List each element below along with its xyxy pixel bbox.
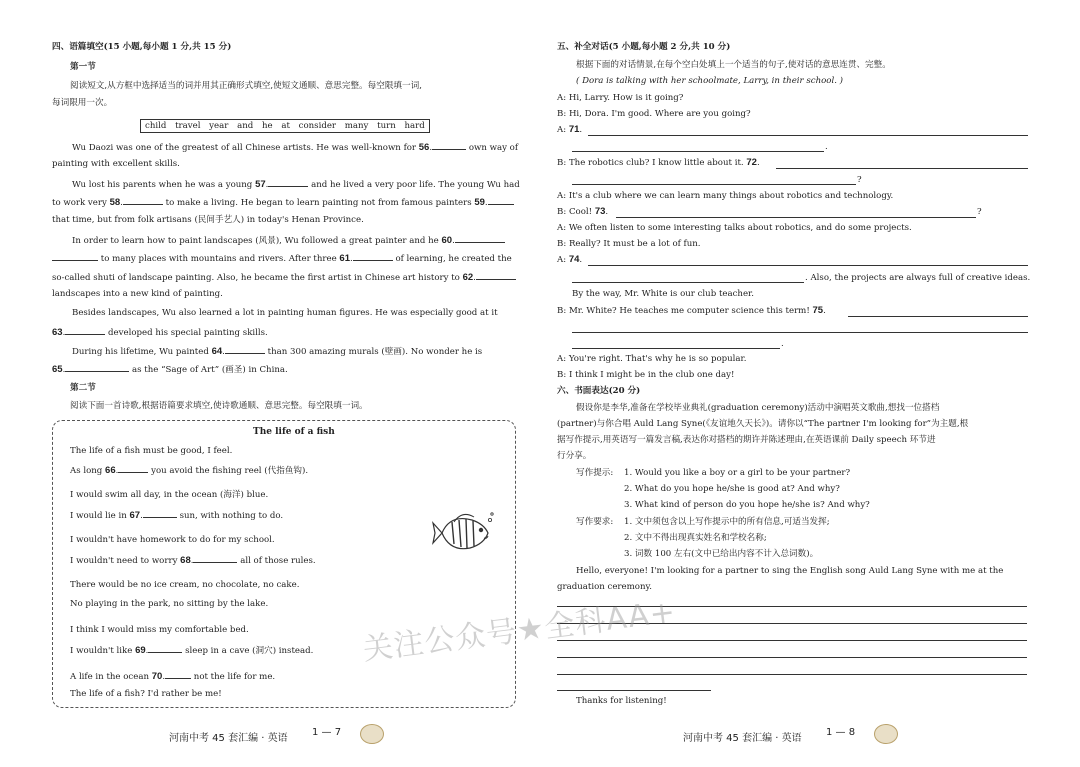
question-65: 65 xyxy=(52,364,63,375)
answer-blank-66[interactable] xyxy=(118,463,148,473)
part2-instruction: 阅读下面一首诗歌,根据语篇要求填空,使诗歌通顺、意思完整。每空限填一词。 xyxy=(70,401,368,411)
answer-blank-64[interactable] xyxy=(225,344,265,354)
footer-title: 河南中考 45 套汇编 · 英语 xyxy=(683,733,802,744)
question-67: 67 xyxy=(129,510,141,521)
question-60: 60 xyxy=(441,235,453,246)
dialogue-line: A: 71. xyxy=(557,124,583,135)
answer-blank-69[interactable] xyxy=(148,643,182,653)
word-box: child travel year and he at consider many turn hard xyxy=(140,119,430,133)
section6-title: 六、书面表达(20 分) xyxy=(557,386,641,396)
question-59: 59 xyxy=(474,197,485,208)
question-68: 68 xyxy=(180,555,191,566)
question-70: 70 xyxy=(151,671,163,682)
dialogue-line: . Also, the projects are always full of creative ideas. xyxy=(805,273,1031,283)
dialogue-line: B: Really? It must be a lot of fun. xyxy=(557,239,701,249)
tip-item: 1. Would you like a boy or a girl to be your partner? xyxy=(624,468,851,478)
punctuation: ? xyxy=(977,207,982,217)
dialogue-line: B: Mr. White? He teaches me computer science this term! 75. xyxy=(557,305,826,316)
dialogue-line: A: Hi, Larry. How is it going? xyxy=(557,93,684,103)
requirement-item: 3. 词数 100 左右(文中已给出内容不计入总词数)。 xyxy=(624,549,819,559)
text-line: Besides landscapes, Wu also learned a lot in painting human figures. He was especially good at it xyxy=(72,308,498,318)
essay-opening: graduation ceremony. xyxy=(557,582,652,592)
answer-blank-71[interactable] xyxy=(588,135,1028,136)
text-line: During his lifetime, Wu painted 64. than 300 amazing murals (壁画). No wonder he is xyxy=(72,346,483,357)
question-56: 56 xyxy=(418,142,430,153)
tips-label: 写作提示: xyxy=(576,468,614,478)
answer-blank-56[interactable] xyxy=(432,140,466,150)
answer-blank-57[interactable] xyxy=(268,177,308,187)
answer-blank-72[interactable] xyxy=(776,168,1028,169)
poem-line: There would be no ice cream, no chocolate, no cake. xyxy=(70,580,300,590)
answer-blank-73[interactable] xyxy=(616,217,976,218)
poem-title: The life of a fish xyxy=(253,427,335,437)
dialogue-line: A: It's a club where we can learn many things about robotics and technology. xyxy=(557,191,894,201)
poem-line: A life in the ocean 70. not the life for me. xyxy=(70,671,276,682)
requirement-item: 1. 文中须包含以上写作提示中的所有信息,可适当发挥; xyxy=(624,517,830,527)
question-64: 64 xyxy=(211,346,223,357)
poem-line: I wouldn't need to worry 68. all of those rules. xyxy=(70,555,316,566)
tip-item: 3. What kind of person do you hope he/she is? And why? xyxy=(624,500,870,510)
text-line: that time, but from folk artisans (民间手艺人) in today's Henan Province. xyxy=(52,215,364,225)
section5-context: ( Dora is talking with her schoolmate, Larry, in their school. ) xyxy=(576,76,844,86)
text-line: 63. developed his special painting skills. xyxy=(52,327,268,338)
answer-blank-68[interactable] xyxy=(193,553,237,563)
section6-prompt: (partner)与你合唱 Auld Lang Syne(《友谊地久天长》)。请你以“The partner I'm looking for”为主题,根 xyxy=(557,419,969,429)
dialogue-line: B: Hi, Dora. I'm good. Where are you going? xyxy=(557,109,751,119)
section5-instruction: 根据下面的对话情景,在每个空白处填上一个适当的句子,使对话的意思连贯、完整。 xyxy=(576,60,891,70)
writing-line[interactable] xyxy=(557,657,1027,658)
tip-item: 2. What do you hope he/she is good at? And why? xyxy=(624,484,840,494)
answer-blank-71-cont[interactable] xyxy=(572,151,824,152)
section6-prompt: 假设你是李华,准备在学校毕业典礼(graduation ceremony)活动中演唱英文歌曲,想找一位搭档 xyxy=(576,403,940,413)
answer-blank-67[interactable] xyxy=(143,508,177,518)
poem-line: The life of a fish must be good, I feel. xyxy=(70,446,233,456)
writing-line[interactable] xyxy=(557,674,1027,675)
text-line: Wu lost his parents when he was a young 57. and he lived a very poor life. The young Wu had xyxy=(72,179,520,190)
answer-blank-60[interactable] xyxy=(455,233,505,243)
answer-blank-61[interactable] xyxy=(353,251,393,261)
section5-title: 五、补全对话(5 小题,每小题 2 分,共 10 分) xyxy=(557,42,731,52)
punctuation: ? xyxy=(857,175,862,185)
poem-line: I wouldn't have homework to do for my school. xyxy=(70,535,275,545)
poem-line: I would lie in 67. sun, with nothing to do. xyxy=(70,510,284,521)
question-66: 66 xyxy=(105,465,116,476)
section4-title: 四、语篇填空(15 小题,每小题 1 分,共 15 分) xyxy=(52,42,232,52)
answer-blank-74-cont[interactable] xyxy=(572,282,804,283)
text-line: so-called shuti of landscape painting. Also, he became the first artist in Chinese art history to 62. xyxy=(52,270,516,284)
text-line: Wu Daozi was one of the greatest of all Chinese artists. He was well-known for 56. own way of xyxy=(72,142,519,153)
question-63: 63 xyxy=(52,327,63,338)
question-61: 61 xyxy=(339,253,350,264)
question-57: 57 xyxy=(255,179,266,190)
essay-opening: Hello, everyone! I'm looking for a partner to sing the English song Auld Lang Syne with me at the xyxy=(576,566,1004,576)
question-74: 74 xyxy=(568,254,580,265)
section6-prompt: 据写作提示,用英语写一篇发言稿,表达你对搭档的期许并陈述理由,在英语课前 Daily speech 环节进 xyxy=(557,435,936,445)
part2-title: 第二节 xyxy=(70,383,96,393)
dialogue-line: B: The robotics club? I know little about it. 72. xyxy=(557,157,760,168)
dialogue-line: A: 74. xyxy=(557,254,583,265)
question-73: 73 xyxy=(594,206,606,217)
text-line: landscapes into a new kind of painting. xyxy=(52,289,223,299)
text-line: painting with excellent skills. xyxy=(52,159,180,169)
answer-blank-65[interactable] xyxy=(65,362,129,372)
requirements-label: 写作要求: xyxy=(576,517,614,527)
text-line: 65. as the “Sage of Art” (画圣) in China. xyxy=(52,364,288,375)
punctuation: . xyxy=(781,339,784,349)
answer-blank-70[interactable] xyxy=(165,669,191,679)
answer-blank-58[interactable] xyxy=(123,195,163,205)
part1-instruction: 阅读短文,从方框中选择适当的词并用其正确形式填空,使短文通顺、意思完整。每空限填一词, xyxy=(70,81,422,91)
poem-line: The life of a fish? I'd rather be me! xyxy=(70,689,222,699)
dialogue-line: By the way, Mr. White is our club teacher. xyxy=(572,289,754,299)
poem-line: I wouldn't like 69. sleep in a cave (洞穴) instead. xyxy=(70,645,314,656)
section6-prompt: 行分享。 xyxy=(557,451,592,461)
question-71: 71 xyxy=(568,124,580,135)
poem-line: I would swim all day, in the ocean (海洋) blue. xyxy=(70,490,269,500)
answer-blank-63[interactable] xyxy=(65,325,105,335)
essay-closing: Thanks for listening! xyxy=(576,696,667,706)
part1-title: 第一节 xyxy=(70,62,96,72)
poem-line: No playing in the park, no sitting by the lake. xyxy=(70,599,269,609)
answer-blank-75-cont2[interactable] xyxy=(572,348,780,349)
text-line: In order to learn how to paint landscapes (风景), Wu followed a great painter and he 60. xyxy=(72,233,505,247)
logo-badge-icon xyxy=(360,724,384,744)
answer-blank-75[interactable] xyxy=(848,316,1028,317)
answer-blank-74[interactable] xyxy=(588,265,1028,266)
writing-line[interactable] xyxy=(557,690,711,691)
question-69: 69 xyxy=(135,645,146,656)
watermark: 关注公众号★全科AA+ xyxy=(360,594,678,668)
question-62: 62 xyxy=(462,272,474,283)
answer-blank-72-cont[interactable] xyxy=(572,184,856,185)
writing-line[interactable] xyxy=(557,640,1027,641)
answer-blank-60-cont[interactable] xyxy=(52,251,98,261)
answer-blank-62[interactable] xyxy=(476,270,516,280)
answer-blank-59[interactable] xyxy=(488,195,514,205)
punctuation: . xyxy=(825,142,828,152)
poem-line: As long 66. you avoid the fishing reel (代指鱼钩). xyxy=(70,465,309,476)
dialogue-line: B: I think I might be in the club one day! xyxy=(557,370,735,380)
text-line: to work very 58. to make a living. He began to learn painting not from famous painters 59. xyxy=(52,195,514,209)
text-line: to many places with mountains and rivers. After three 61. of learning, he created the xyxy=(52,251,512,265)
logo-badge-icon xyxy=(874,724,898,744)
dialogue-line: A: We often listen to some interesting talks about robotics, and do some projects. xyxy=(557,223,912,233)
question-75: 75 xyxy=(812,305,824,316)
requirement-item: 2. 文中不得出现真实姓名和学校名称; xyxy=(624,533,767,543)
part1-instruction-2: 每词限用一次。 xyxy=(52,98,113,108)
page-number: 1 — 8 xyxy=(826,727,856,738)
question-58: 58 xyxy=(109,197,121,208)
right-page xyxy=(540,0,1080,767)
page-number: 1 — 7 xyxy=(312,727,342,738)
dialogue-line: A: You're right. That's why he is so popular. xyxy=(557,354,747,364)
fish-icon xyxy=(432,508,494,558)
footer-title: 河南中考 45 套汇编 · 英语 xyxy=(169,733,288,744)
poem-line: I think I would miss my comfortable bed. xyxy=(70,625,249,635)
dialogue-line: B: Cool! 73. xyxy=(557,206,609,217)
question-72: 72 xyxy=(746,157,757,168)
answer-blank-75-cont[interactable] xyxy=(572,332,1028,333)
